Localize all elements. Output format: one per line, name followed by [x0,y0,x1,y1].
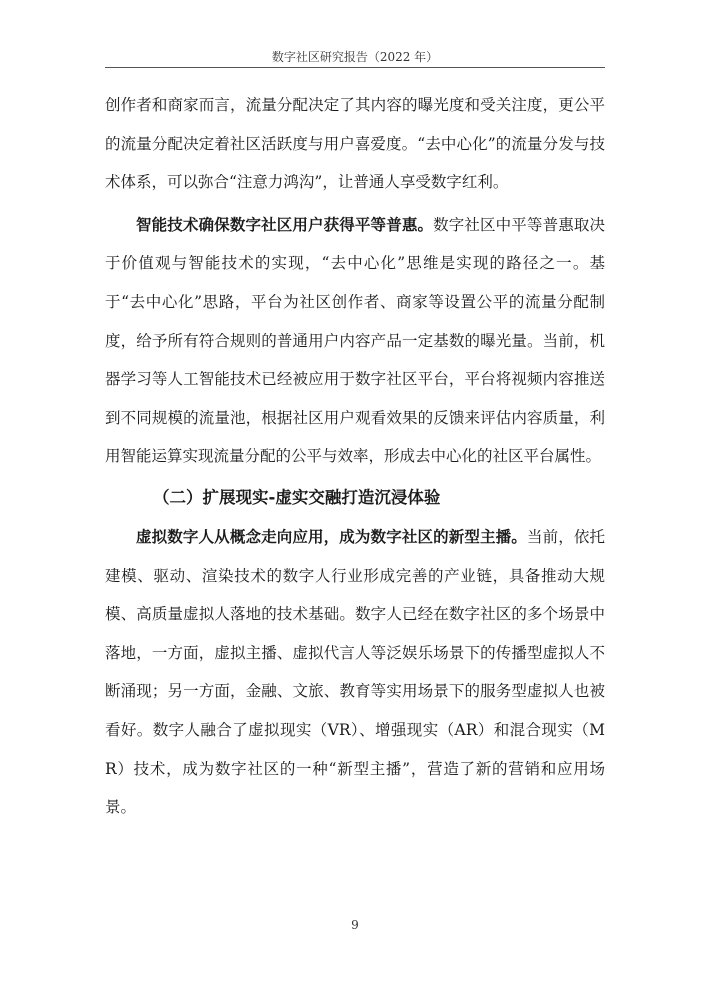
running-header: 数字社区研究报告（2022 年） [271,50,439,64]
paragraph-lead: 智能技术确保数字社区用户获得平等普惠。 [136,215,434,234]
paragraph-virtual-human [105,518,605,827]
paragraph-text: 数字社区中平等普惠取决于价值观与智能技术的实现，“去中心化”思维是实现的路径之一。基于“去中心化”思路，平台为社区创作者、商家等设置公平的流量分配制度，给予所有符合规则的普通用户内容产品一定基数的曝光量。当前，机器学习等人工智能技术已经被应用于数字社区平台，平台将视频内容推送到不同规模的流量池，根据社区用户观看效果的反馈来评估内容质量，利用智能运算实现流量分配的公平与效率，形成去中心化的社区平台属性。 [105,215,605,466]
section-heading: （二）扩展现实-虚实交融打造沉浸体验 [153,487,441,507]
paragraph-text: 当前，依托建模、驱动、渲染技术的数字人行业形成完善的产业链，具备推动大规模、高质量虚拟人落地的技术基础。数字人已经在数字社区的多个场景中落地，一方面，虚拟主播、虚拟代言人等泛娱乐场景下的传播型虚拟人不断涌现；另一方面，金融、文旅、教育等实用场景下的服务型虚拟人也被看好。数字人融合了虚拟现实（VR）、增强现实（AR）和混合现实（MR）技术，成为数字社区的一种“新型主播”，营造了新的营销和应用场景。 [105,527,605,817]
paragraph-lead: 虚拟数字人从概念走向应用，成为数字社区的新型主播。 [136,527,527,546]
paragraph-text: 创作者和商家而言，流量分配决定了其内容的曝光度和受关注度，更公平的流量分配决定着社区活跃度与用户喜爱度。“去中心化”的流量分发与技术体系，可以弥合“注意力鸿沟”，让普通人享受数字红利。 [105,96,605,192]
paragraph-continued [105,86,605,202]
header-rule [105,67,605,68]
page-number: 9 [351,918,359,932]
document-body [105,86,605,827]
paragraph-smart-tech [105,206,605,476]
